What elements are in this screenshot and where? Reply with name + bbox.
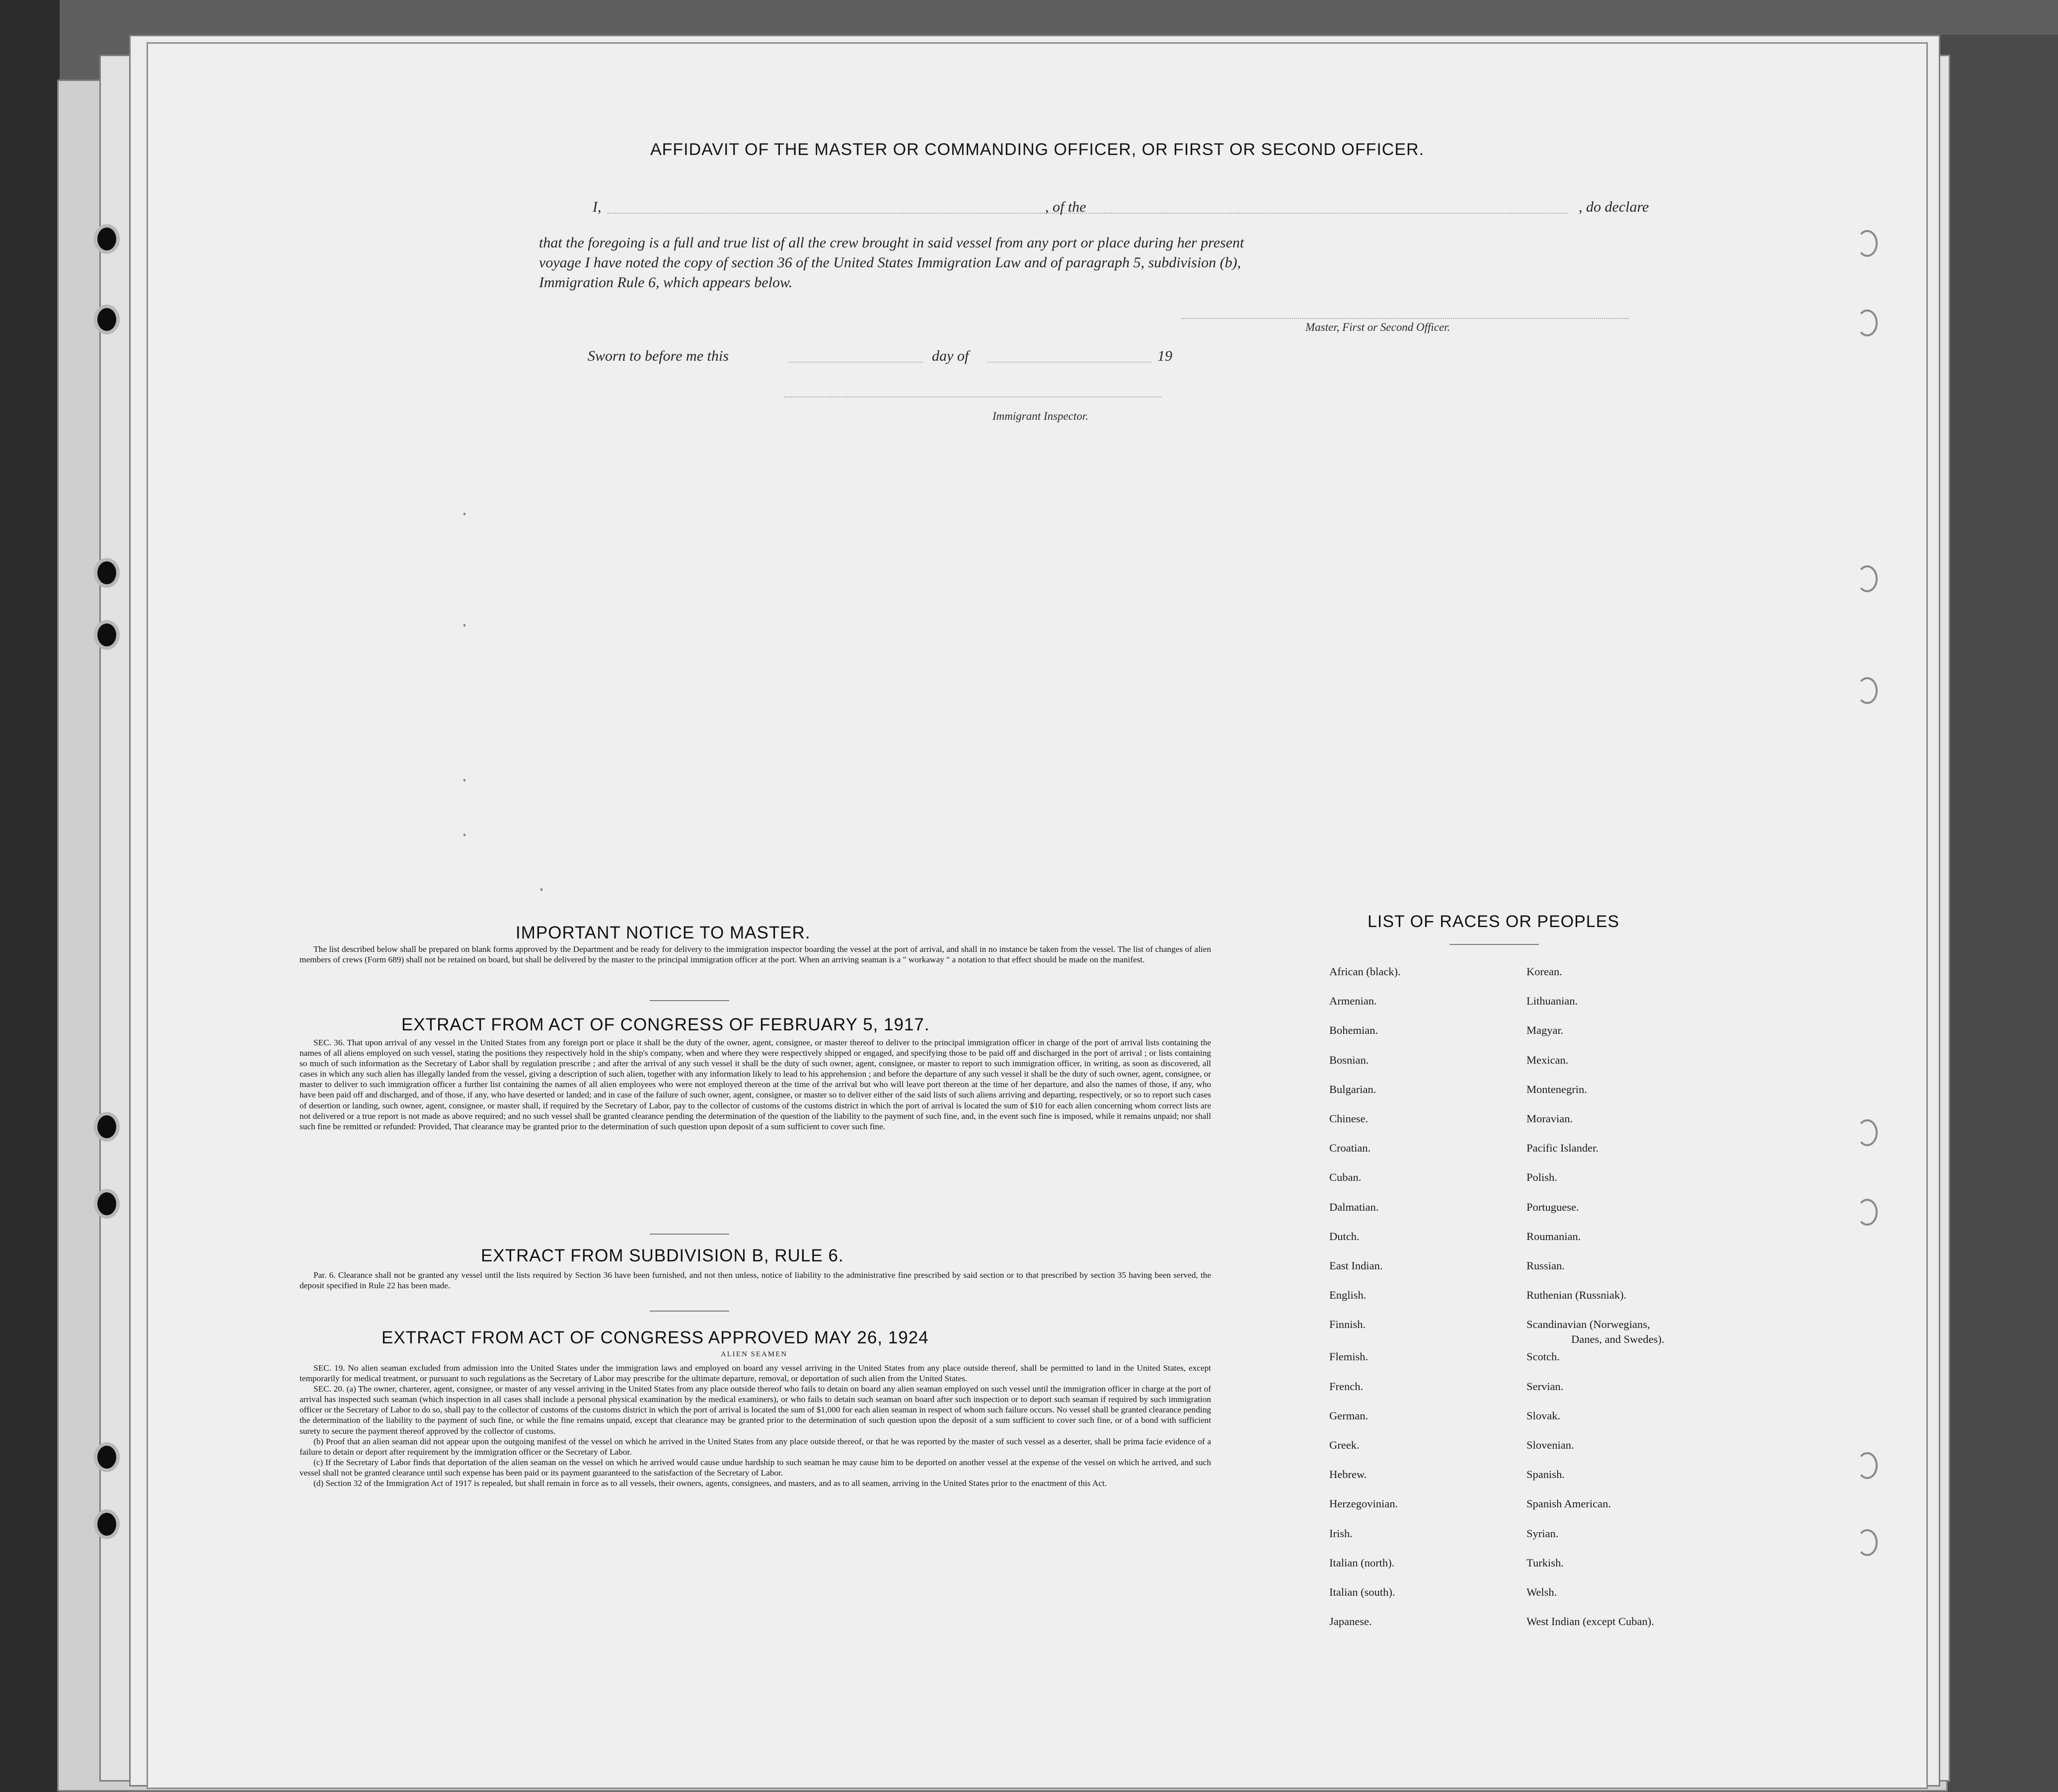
race-item: Flemish.	[1329, 1350, 1369, 1363]
race-item: Cuban.	[1329, 1171, 1362, 1184]
section-divider	[650, 1311, 729, 1312]
race-item: East Indian.	[1329, 1259, 1383, 1272]
punch-hole	[97, 623, 116, 646]
affidavit-statement-line-2: voyage I have noted the copy of section 36 of the United States Immigration Law and of paragraph 5, subdivision (b),	[539, 254, 1241, 271]
notice-text	[300, 944, 1211, 965]
binding-ring-mark	[1857, 230, 1878, 257]
faint-mark	[463, 834, 465, 836]
extract-1924-title: EXTRACT FROM ACT OF CONGRESS APPROVED MAY 26, 1924	[381, 1328, 929, 1347]
punch-hole	[97, 308, 116, 331]
race-item: Scandinavian (Norwegians,	[1526, 1318, 1650, 1331]
race-item: Welsh.	[1526, 1586, 1557, 1598]
races-title: LIST OF RACES OR PEOPLES	[1368, 912, 1620, 931]
extract-rule6-text	[300, 1270, 1211, 1291]
race-item: Hebrew.	[1329, 1468, 1367, 1481]
extract-1917-paragraph: SEC. 36. That upon arrival of any vessel in the United States from any foreign port or place it shall be the duty of the owner, agent, consignee, or master thereof to deliver to the principal immigration officer in charge of the port of arrival lists containing the names of all aliens employed on such vessel, stating the positions they respectively hold in the ship's company, when and where they were respectively shipped or engaged, and specifying those to be paid off and discharged in the port of arrival ; or lists containing so much of such information as the Secretary of Labor shall by regulation prescribe ; and after the arrival of any such vessel it shall be the duty of such owner, agent, consignee, or master to report to such immigration officer, in writing, as soon as discovered, all cases in which any such alien has illegally landed from the vessel, giving a description of such alien, together with any information likely to lead to his apprehension ; and before the departure of any such vessel it shall be the duty of such owner, agent, consignee, or master to deliver to such immigration officer a further list containing the names of all alien employees who were not employed thereon at the time of the arrival but who will leave port thereon at the time of her departure, and also the names of those, if any, who have been paid off and discharged, and of those, if any, who have deserted or landed; and in case of the failure of such owner, agent, consignee, or master so to deliver either of the said lists of such aliens arriving and departing, respectively, or so to report such cases of desertion or landing, such owner, agent, consignee, or master shall, if required by the Secretary of Labor, pay to the collector of customs of the customs district in which the port of arrival is located the sum of $10 for each alien concerning whom correct lists are not delivered or a true report is not made as above required; and no such vessel shall be granted clearance pending the determination of the question of the liability to the payment of such fine, and, in the event such fine is imposed, while it remains unpaid; nor shall such fine be remitted or refunded: Provided, That clearance may be granted prior to the determination of such question upon deposit of a sum sufficient to cover such fine.	[300, 1038, 1211, 1131]
race-item: Armenian.	[1329, 995, 1377, 1008]
race-item: Slovenian.	[1526, 1439, 1574, 1451]
extract-rule6-paragraph: Par. 6. Clearance shall not be granted any vessel until the lists required by Section 36 have been furnished, and not then unless, notice of liability to the administrative fine prescribed by said section or to that prescribed by section 35 having been served, the deposit specified in Rule 22 has been made.	[300, 1270, 1211, 1291]
faint-mark	[463, 779, 465, 781]
sworn-day-of: day of	[932, 348, 969, 364]
race-item: Greek.	[1329, 1439, 1360, 1451]
race-item: Japanese.	[1329, 1615, 1372, 1628]
race-item: Slovak.	[1526, 1409, 1561, 1422]
section-divider	[1449, 944, 1539, 945]
race-item: African (black).	[1329, 965, 1401, 978]
race-item: Ruthenian (Russniak).	[1526, 1289, 1627, 1302]
race-item: Magyar.	[1526, 1024, 1564, 1037]
vessel-name-line	[1110, 213, 1567, 214]
sworn-day-line	[789, 362, 923, 363]
race-item: Pacific Islander.	[1526, 1142, 1599, 1155]
race-item: English.	[1329, 1289, 1367, 1302]
binding-ring-mark	[1857, 677, 1878, 704]
section-divider	[650, 1234, 729, 1235]
race-item: Roumanian.	[1526, 1230, 1581, 1243]
race-item: Spanish.	[1526, 1468, 1565, 1481]
binding-ring-mark	[1857, 565, 1878, 592]
race-item: Mexican.	[1526, 1053, 1569, 1066]
extract-1924-sec20d: (d) Section 32 of the Immigration Act of 1917 is repealed, but shall remain in force as to all vessels, their owners, agents, consignees, and masters, and as to all seamen, arriving in the United States prior to the enactment of this Act.	[313, 1479, 1107, 1488]
faint-mark	[463, 624, 465, 626]
race-item: Chinese.	[1329, 1112, 1369, 1125]
notice-title: IMPORTANT NOTICE TO MASTER.	[516, 923, 811, 942]
race-item: West Indian (except Cuban).	[1526, 1615, 1654, 1628]
binding-ring-mark	[1857, 1119, 1878, 1146]
affidavit-statement-line-1: that the foregoing is a full and true list of all the crew brought in said vessel from any port or place during her present	[539, 234, 1244, 251]
race-item: Moravian.	[1526, 1112, 1573, 1125]
extract-1924-sec20c: (c) If the Secretary of Labor finds that deportation of the alien seaman on the vessel on which he arrived would cause undue hardship to such seaman he may cause him to be deported on another vessel at the expense of the vessel on which he arrived, and such vessel shall not be granted clearance until such expense has been paid or its payment guaranteed to the satisfaction of the Secretary of Labor.	[300, 1457, 1211, 1478]
inspector-caption: Immigrant Inspector.	[992, 410, 1088, 422]
race-item: Servian.	[1526, 1380, 1564, 1393]
race-item: Russian.	[1526, 1259, 1565, 1272]
master-signature-line	[1181, 318, 1628, 319]
notice-paragraph: The list described below shall be prepared on blank forms approved by the Department and be ready for delivery to the immigration inspector boarding the vessel at the port of arrival, and shall in no instance be taken from the vessel. The list of changes of alien members of crews (Form 689) shall not be retained on board, but shall be delivered by the master to the principal immigration officer at the port. When an arriving seaman is a " workaway " a notation to that effect should be made on the manifest.	[300, 944, 1211, 965]
race-item: Syrian.	[1526, 1527, 1559, 1540]
extract-1924-sec20b: (b) Proof that an alien seaman did not appear upon the outgoing manifest of the vessel on which he arrived in the United States from any place outside thereof, or that he was reported by the master of such vessel as a deserter, shall be prima facie evidence of a failure to detain or deport after requirement by the immigration officer or the Secretary of Labor.	[300, 1436, 1211, 1457]
race-item: Portuguese.	[1526, 1200, 1579, 1213]
extract-1924-sec19: SEC. 19. No alien seaman excluded from admission into the United States under the immigration laws and employed on board any vessel arriving in the United States from any place outside thereof, shall be permitted to land in the United States, except temporarily for medical treatment, or pursuant to such regulations as the Secretary of Labor may prescribe for the ultimate departure, removal, or deportation of such alien from the United States.	[300, 1363, 1211, 1384]
race-item: Finnish.	[1329, 1318, 1366, 1331]
race-item: Turkish.	[1526, 1556, 1564, 1569]
race-item: German.	[1329, 1409, 1369, 1422]
binding-ring-mark	[1857, 310, 1878, 336]
binding-ring-mark	[1857, 1452, 1878, 1479]
extract-1917-title: EXTRACT FROM ACT OF CONGRESS OF FEBRUARY 5, 1917.	[401, 1015, 930, 1034]
faint-mark	[463, 513, 465, 515]
race-item: Bulgarian.	[1329, 1083, 1376, 1095]
extract-1924-text	[300, 1363, 1211, 1488]
race-item: Spanish American.	[1526, 1497, 1611, 1510]
race-item: Croatian.	[1329, 1142, 1371, 1155]
punch-hole	[97, 1192, 116, 1215]
punch-hole	[97, 1446, 116, 1469]
race-item: Scotch.	[1526, 1350, 1560, 1363]
extract-1924-sec20a: SEC. 20. (a) The owner, charterer, agent, consignee, or master of any vessel arriving in the United States from any place outside thereof who fails to detain on board any alien seaman employed on such vessel until the immigration officer in charge at the port of arrival has inspected such seaman (which inspection in all cases shall include a personal physical examination by the medical examiners), or who fails to detain such seaman on board after such inspection or to deport such seaman if required by such immigration officer or the Secretary of Labor to do so, shall pay to the collector of customs of the customs district in which the port of arrival is located the sum of $1,000 for each alien seaman in respect of whom such failure occurs. No vessel shall be granted clearance pending the determination of the liability to the payment of such fine, or while the fine remains unpaid, except that clearance may be granted prior to the determination of such question upon the deposit of a sum sufficient to cover such fine, or of a bond with sufficient surety to secure the payment thereof approved by the collector of customs.	[300, 1384, 1211, 1436]
race-item: Korean.	[1526, 965, 1562, 978]
race-item: Lithuanian.	[1526, 995, 1578, 1008]
sworn-prefix: Sworn to before me this	[588, 348, 729, 364]
affidavit-title: AFFIDAVIT OF THE MASTER OR COMMANDING OFFICER, OR FIRST OR SECOND OFFICER.	[650, 140, 1425, 159]
race-item: Italian (north).	[1329, 1556, 1395, 1569]
extract-1917-text	[300, 1037, 1211, 1132]
affidavit-of-the: , of the	[1045, 199, 1086, 215]
affidavit-i: I,	[593, 199, 602, 215]
race-item: French.	[1329, 1380, 1364, 1393]
master-caption: Master, First or Second Officer.	[1305, 321, 1450, 333]
affidavit-declare: , do declare	[1579, 199, 1649, 215]
race-item: Montenegrin.	[1526, 1083, 1587, 1095]
sworn-month-line	[988, 362, 1151, 363]
race-item: Polish.	[1526, 1171, 1557, 1184]
inspector-signature-line	[784, 396, 1161, 397]
race-item: Irish.	[1329, 1527, 1353, 1540]
race-item: Dalmatian.	[1329, 1200, 1379, 1213]
faint-mark	[540, 888, 542, 891]
scan-background-left	[0, 0, 60, 1792]
race-item-continuation: Danes, and Swedes).	[1571, 1333, 1665, 1346]
section-divider	[650, 1000, 729, 1001]
punch-hole	[97, 228, 116, 250]
affidavit-statement-line-3: Immigration Rule 6, which appears below.	[539, 274, 793, 291]
sworn-year: 19	[1157, 348, 1172, 364]
document-page	[147, 42, 1928, 1789]
extract-1924-subtitle: ALIEN SEAMEN	[720, 1350, 788, 1358]
punch-hole	[97, 1115, 116, 1138]
extract-rule6-title: EXTRACT FROM SUBDIVISION B, RULE 6.	[481, 1246, 844, 1265]
punch-hole	[97, 561, 116, 584]
race-item: Bosnian.	[1329, 1053, 1369, 1066]
binding-ring-mark	[1857, 1199, 1878, 1226]
race-item: Italian (south).	[1329, 1586, 1395, 1598]
binding-ring-mark	[1857, 1529, 1878, 1556]
race-item: Bohemian.	[1329, 1024, 1378, 1037]
race-item: Herzegovinian.	[1329, 1497, 1398, 1510]
race-item: Dutch.	[1329, 1230, 1360, 1243]
punch-hole	[97, 1513, 116, 1536]
